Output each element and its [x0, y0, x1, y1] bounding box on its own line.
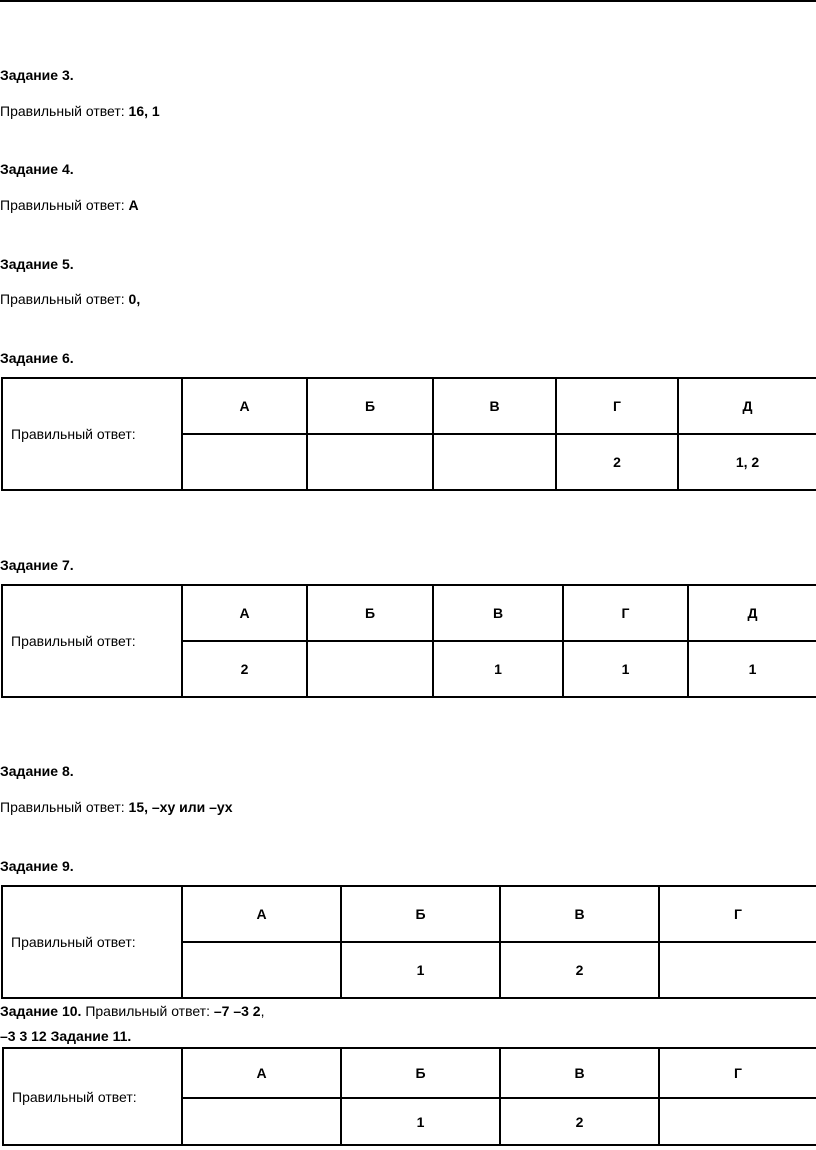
answer-label-cell: Правильный ответ: — [2, 378, 182, 490]
task-11-title: Задание 11. — [50, 1028, 132, 1044]
value-cell: 1 — [688, 641, 816, 697]
task-9-table — [1, 885, 816, 999]
task-6-table — [1, 377, 816, 491]
header-cell: А — [182, 886, 341, 942]
task-10-line-2 — [0, 1027, 131, 1045]
task-9-title: Задание 9. — [0, 858, 74, 874]
task-3-title: Задание 3. — [0, 67, 74, 83]
header-cell: А — [182, 585, 307, 641]
task-8-answer: 15, –xy или –yx — [128, 799, 233, 815]
answer-label-cell: Правильный ответ: — [2, 886, 182, 998]
value-cell — [307, 434, 433, 490]
task-10-line-1 — [0, 1002, 264, 1020]
task-11-table — [2, 1047, 816, 1146]
header-cell: Г — [659, 886, 816, 942]
value-cell: 2 — [500, 942, 659, 998]
task-8-title: Задание 8. — [0, 763, 74, 779]
header-cell: В — [433, 585, 563, 641]
value-cell: 1 — [341, 942, 500, 998]
value-cell — [433, 434, 556, 490]
value-cell: 2 — [182, 641, 307, 697]
value-cell: 1 — [433, 641, 563, 697]
header-cell: Г — [556, 378, 678, 434]
value-cell: 1 — [341, 1098, 500, 1145]
task-8-answer-line — [0, 798, 233, 816]
answer-label-cell: Правильный ответ: — [2, 585, 182, 697]
header-cell: Д — [688, 585, 816, 641]
header-cell: В — [500, 886, 659, 942]
header-cell: Г — [659, 1048, 816, 1098]
value-cell — [182, 1098, 341, 1145]
header-cell: А — [182, 1048, 341, 1098]
answer-label: Правильный ответ: — [0, 291, 125, 307]
task-7-title: Задание 7. — [0, 557, 74, 573]
value-cell: 2 — [500, 1098, 659, 1145]
value-cell — [182, 942, 341, 998]
header-cell: Г — [563, 585, 688, 641]
value-cell — [659, 1098, 816, 1145]
task-7-table — [1, 584, 816, 698]
header-cell: Б — [341, 1048, 500, 1098]
task-4-answer-line — [0, 196, 139, 214]
task-3-answer-line — [0, 102, 160, 120]
header-cell: Б — [341, 886, 500, 942]
task-4-title: Задание 4. — [0, 161, 74, 177]
value-cell — [307, 641, 433, 697]
value-cell — [182, 434, 307, 490]
task-10-comma: , — [260, 1003, 265, 1019]
answer-label: Правильный ответ: — [85, 1003, 210, 1019]
answer-label: Правильный ответ: — [0, 197, 125, 213]
task-5-answer-line — [0, 290, 140, 308]
task-10-answer-line-2: –3 3 12 — [0, 1028, 47, 1044]
task-6-title: Задание 6. — [0, 350, 74, 366]
task-5-title: Задание 5. — [0, 256, 74, 272]
answer-label: Правильный ответ: — [0, 799, 125, 815]
header-cell: Б — [307, 378, 433, 434]
value-cell: 2 — [556, 434, 678, 490]
task-10-title: Задание 10. — [0, 1003, 82, 1019]
answer-label: Правильный ответ: — [0, 103, 125, 119]
task-10-answer-line-1: –7 –3 2 — [213, 1003, 261, 1019]
value-cell — [659, 942, 816, 998]
task-3-answer: 16, 1 — [128, 103, 160, 119]
header-cell: Б — [307, 585, 433, 641]
header-cell: А — [182, 378, 307, 434]
task-5-answer: 0, — [128, 291, 141, 307]
header-cell: Д — [678, 378, 816, 434]
task-4-answer: А — [128, 197, 139, 213]
value-cell: 1 — [563, 641, 688, 697]
header-cell: В — [500, 1048, 659, 1098]
answer-label-cell: Правильный ответ: — [3, 1048, 182, 1145]
value-cell: 1, 2 — [678, 434, 816, 490]
top-rule — [0, 0, 816, 2]
header-cell: В — [433, 378, 556, 434]
